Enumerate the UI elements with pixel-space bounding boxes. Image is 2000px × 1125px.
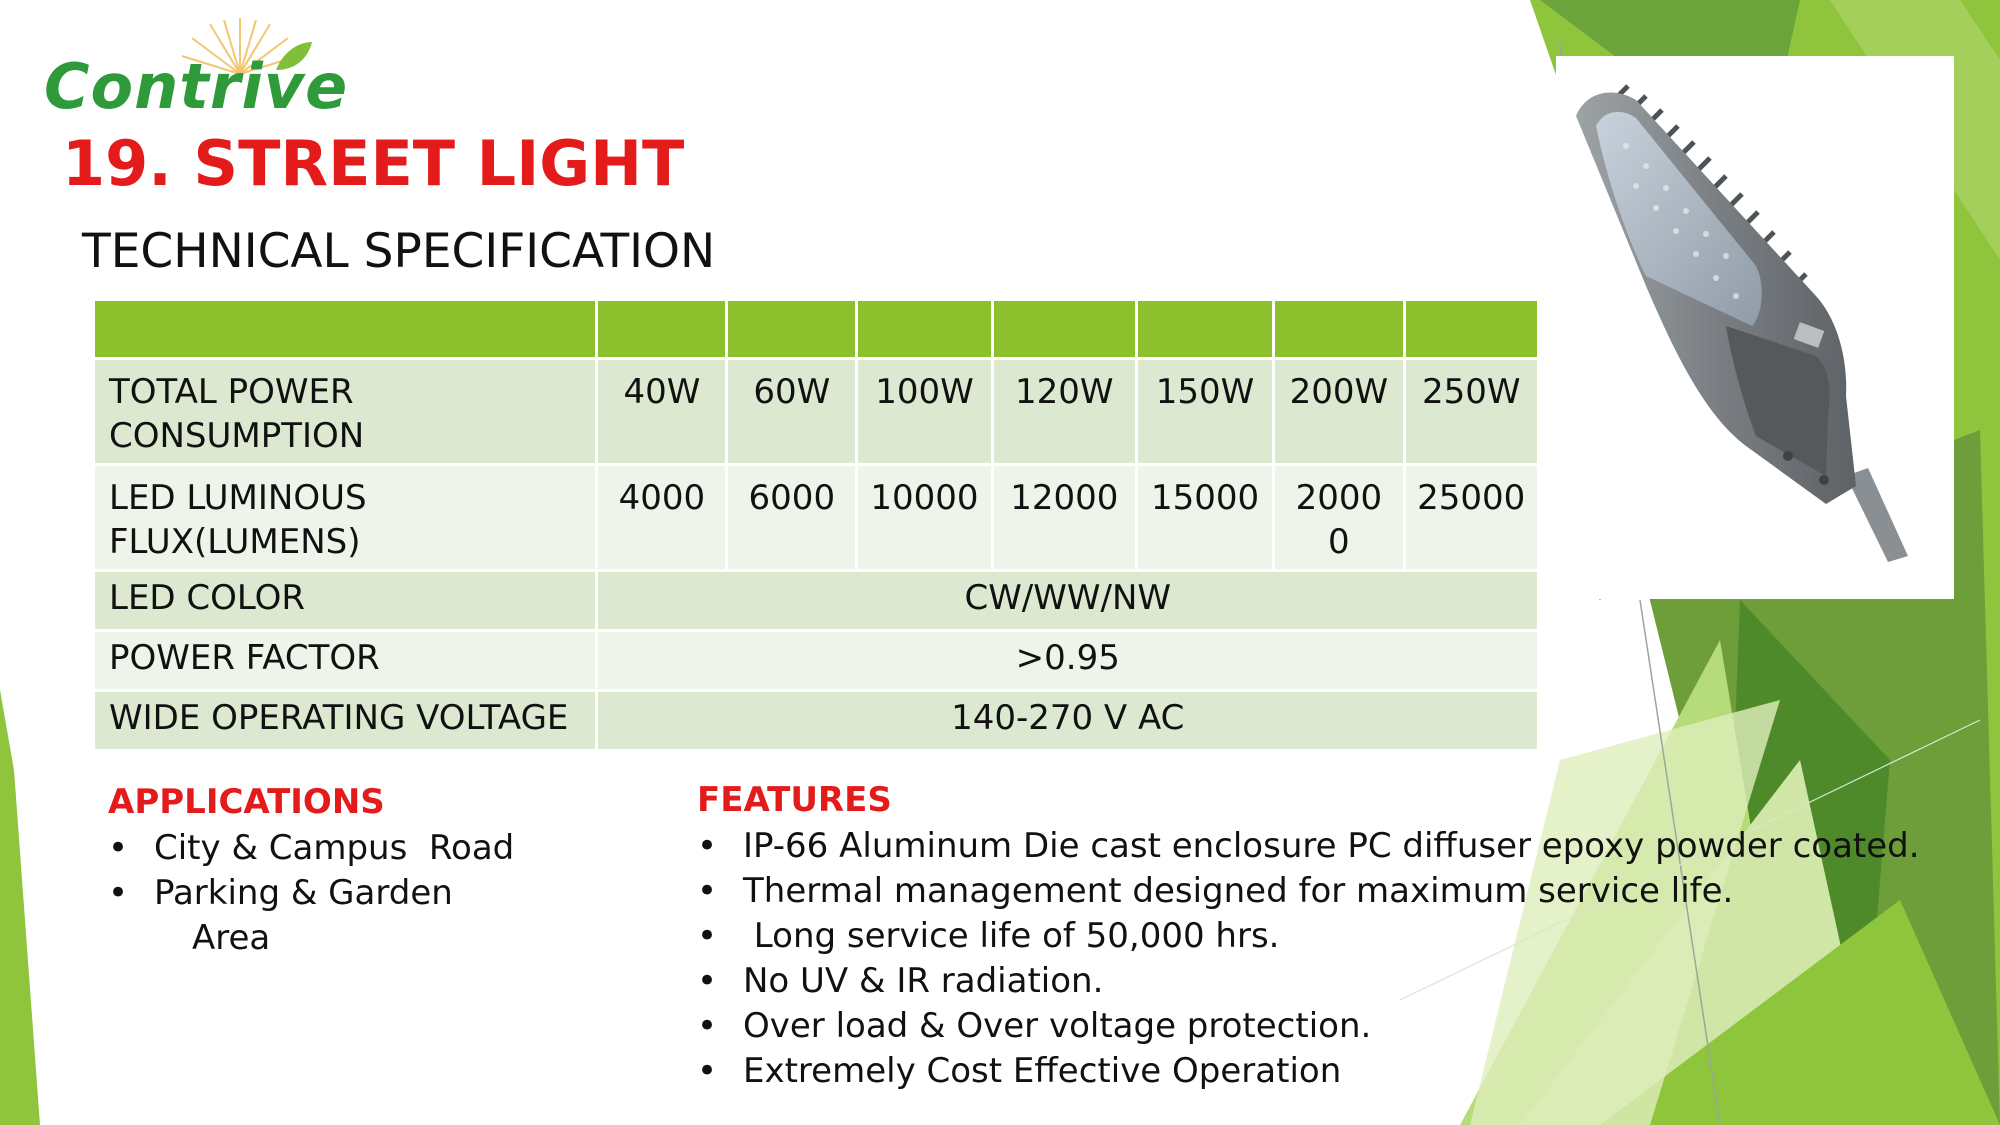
bullet-icon: • <box>697 916 718 956</box>
table-cell: CW/WW/NW <box>597 571 1539 631</box>
table-cell: 60W <box>727 359 857 465</box>
logo-text: Contrive <box>44 50 349 123</box>
table-cell: 200W <box>1274 359 1404 465</box>
table-row <box>94 465 1539 571</box>
table-cell: 15000 <box>1136 465 1273 571</box>
header-cell <box>94 300 597 359</box>
list-item: • No UV & IR radiation. <box>697 959 1920 1004</box>
row-label-power: TOTAL POWER CONSUMPTION <box>94 359 597 465</box>
page-subtitle: TECHNICAL SPECIFICATION <box>82 224 716 279</box>
applications-heading: APPLICATIONS <box>108 782 385 822</box>
table-cell: >0.95 <box>597 631 1539 691</box>
row-label-flux: LED LUMINOUS FLUX(LUMENS) <box>94 465 597 571</box>
spec-table <box>92 298 1540 752</box>
list-item: • Parking & Garden <box>108 871 514 916</box>
list-item: • IP-66 Aluminum Die cast enclosure PC diffuser epoxy powder coated. <box>697 824 1920 869</box>
table-row <box>94 691 1539 751</box>
page-title: 19. STREET LIGHT <box>62 127 685 200</box>
table-cell: 120W <box>992 359 1136 465</box>
bullet-icon: • <box>697 1051 718 1091</box>
table-cell: 25000 <box>1404 465 1539 571</box>
header-cell <box>597 300 727 359</box>
bullet-icon: • <box>108 828 129 868</box>
table-cell: 140-270 V AC <box>597 691 1539 751</box>
bullet-icon: • <box>697 1006 718 1046</box>
row-label-power-factor: POWER FACTOR <box>94 631 597 691</box>
table-cell: 2000 0 <box>1274 465 1404 571</box>
header-cell <box>992 300 1136 359</box>
table-row <box>94 571 1539 631</box>
bullet-icon: • <box>697 871 718 911</box>
list-item: • Long service life of 50,000 hrs. <box>697 914 1920 959</box>
table-cell: 4000 <box>597 465 727 571</box>
list-item: • Thermal management designed for maximum service life. <box>697 869 1920 914</box>
bullet-icon: • <box>697 961 718 1001</box>
table-cell: 10000 <box>857 465 992 571</box>
row-label-voltage: WIDE OPERATING VOLTAGE <box>94 691 597 751</box>
list-item: • Over load & Over voltage protection. <box>697 1004 1920 1049</box>
table-cell: 40W <box>597 359 727 465</box>
table-header-row <box>94 300 1539 359</box>
header-cell <box>857 300 992 359</box>
header-cell <box>1136 300 1273 359</box>
features-list <box>697 824 1920 1094</box>
table-row <box>94 359 1539 465</box>
applications-list <box>108 826 514 961</box>
list-item: • Extremely Cost Effective Operation <box>697 1049 1920 1094</box>
table-row <box>94 631 1539 691</box>
header-cell <box>1404 300 1539 359</box>
product-photo <box>1556 56 1954 599</box>
company-logo <box>44 12 349 123</box>
table-cell: 150W <box>1136 359 1273 465</box>
table-cell: 12000 <box>992 465 1136 571</box>
list-item: • City & Campus Road <box>108 826 514 871</box>
header-cell <box>1274 300 1404 359</box>
header-cell <box>727 300 857 359</box>
table-cell: 6000 <box>727 465 857 571</box>
table-cell: 100W <box>857 359 992 465</box>
table-cell: 250W <box>1404 359 1539 465</box>
features-heading: FEATURES <box>697 780 892 820</box>
bullet-icon: • <box>108 873 129 913</box>
street-light-fixture-image <box>1556 56 1954 599</box>
row-label-color: LED COLOR <box>94 571 597 631</box>
bullet-icon: • <box>697 826 718 866</box>
list-item: Area <box>192 918 271 958</box>
